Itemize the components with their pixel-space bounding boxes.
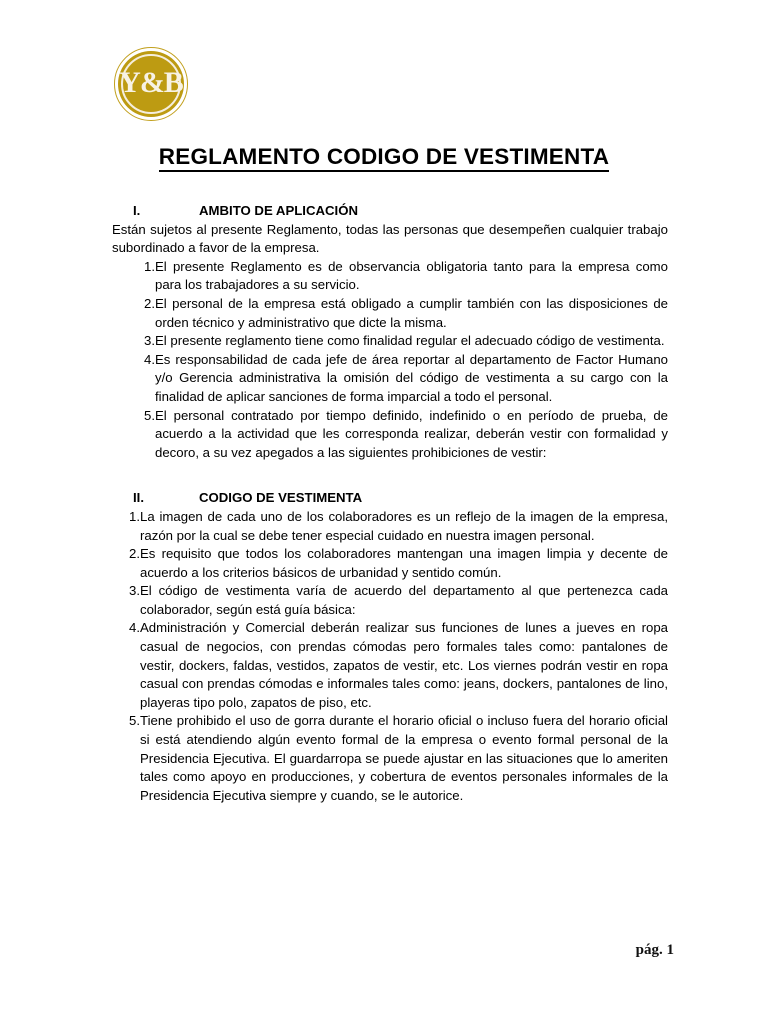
list-item-number: 5. [144, 407, 155, 423]
section-ambito-de-aplicacion [112, 202, 668, 462]
list-item [112, 332, 668, 351]
list-item [112, 619, 668, 712]
section-2-list [112, 508, 668, 806]
list-item [112, 582, 668, 619]
list-item [112, 258, 668, 295]
section-2-numeral: II. [133, 490, 144, 506]
list-item [112, 407, 668, 463]
list-item-number: 2. [129, 546, 140, 562]
list-item [112, 351, 668, 407]
section-spacer [112, 462, 668, 489]
list-item [112, 295, 668, 332]
list-item-text: Es requisito que todos los colaboradores mantengan una imagen limpia y decente de acuerdo a los criterios básicos de urbanidad y sentido común. [140, 546, 668, 580]
section-1-list [112, 258, 668, 463]
list-item-number: 1. [129, 508, 140, 524]
page-number-footer: pág. 1 [635, 942, 674, 958]
list-item-text: Tiene prohibido el uso de gorra durante el horario oficial o incluso fuera del horario oficial si está atendiendo algún evento formal de la empresa o evento formal personal de la Presidencia Ejecutiva. El guardarropa se puede ajustar en las situaciones que lo ameriten tales como apoyo en producciones, y cobertura de eventos personales informales de la Presidencia Ejecutiva siempre y cuando, se le autorice. [140, 713, 668, 803]
list-item-number: 1. [144, 258, 155, 274]
section-1-intro: Están sujetos al presente Reglamento, todas las personas que desempeñen cualquier trabajo subordinado a favor de la empresa. [112, 221, 668, 256]
list-item-number: 3. [144, 333, 155, 349]
list-item-text: Es responsabilidad de cada jefe de área reportar al departamento de Factor Humano y/o Gerencia administrativa la omisión del código de vestimenta a su cargo con la finalidad de aplicar sanciones de forma imparcial a todo el personal. [155, 351, 668, 404]
company-logo [114, 47, 188, 121]
list-item [112, 545, 668, 582]
section-2-heading-text: CODIGO DE VESTIMENTA [199, 490, 363, 506]
document-title [0, 144, 768, 170]
section-codigo-de-vestimenta [112, 489, 668, 805]
list-item-number: 5. [129, 713, 140, 729]
list-item-number: 3. [129, 583, 140, 599]
section-1-heading [112, 202, 668, 221]
list-item-text: El presente reglamento tiene como finalidad regular el adecuado código de vestimenta. [155, 333, 665, 349]
list-item-text: Administración y Comercial deberán realizar sus funciones de lunes a jueves en ropa casual de negocios, con prendas cómodas pero formales tales como: pantalones de vestir, dockers, faldas, vestidos, zapatos de vestir, etc. Los viernes podrán vestir en ropa casual con prendas cómodas e informales tales como: jeans, dockers, pantalones de lino, playeras tipo polo, zapatos de piso, etc. [140, 620, 668, 710]
list-item-number: 4. [129, 620, 140, 636]
list-item-number: 2. [144, 295, 155, 311]
list-item [112, 712, 668, 805]
section-1-numeral: I. [133, 203, 141, 218]
logo-monogram: Y&B [119, 66, 183, 99]
list-item-text: El código de vestimenta varía de acuerdo del departamento al que pertenezca cada colaborador, según está guía básica: [140, 583, 668, 617]
section-2-heading [112, 489, 668, 508]
document-body [112, 202, 668, 805]
list-item-text: El personal contratado por tiempo definido, indefinido o en período de prueba, de acuerdo a la actividad que les corresponda realizar, deberán vestir con formalidad y decoro, a su vez apegados a las siguientes prohibiciones de vestir: [155, 407, 668, 460]
list-item-text: El personal de la empresa está obligado a cumplir también con las disposiciones de orden técnico y administrativo que dicte la misma. [155, 295, 668, 330]
list-item-text: El presente Reglamento es de observancia obligatoria tanto para la empresa como para los trabajadores a su servicio. [155, 258, 668, 293]
list-item [112, 508, 668, 545]
section-1-heading-text: AMBITO DE APLICACIÓN [199, 203, 358, 218]
document-title-text: REGLAMENTO CODIGO DE VESTIMENTA [159, 144, 609, 172]
list-item-number: 4. [144, 351, 155, 367]
list-item-text: La imagen de cada uno de los colaboradores es un reflejo de la imagen de la empresa, razón por la cual se debe tener especial cuidado en nuestra imagen personal. [140, 508, 668, 543]
